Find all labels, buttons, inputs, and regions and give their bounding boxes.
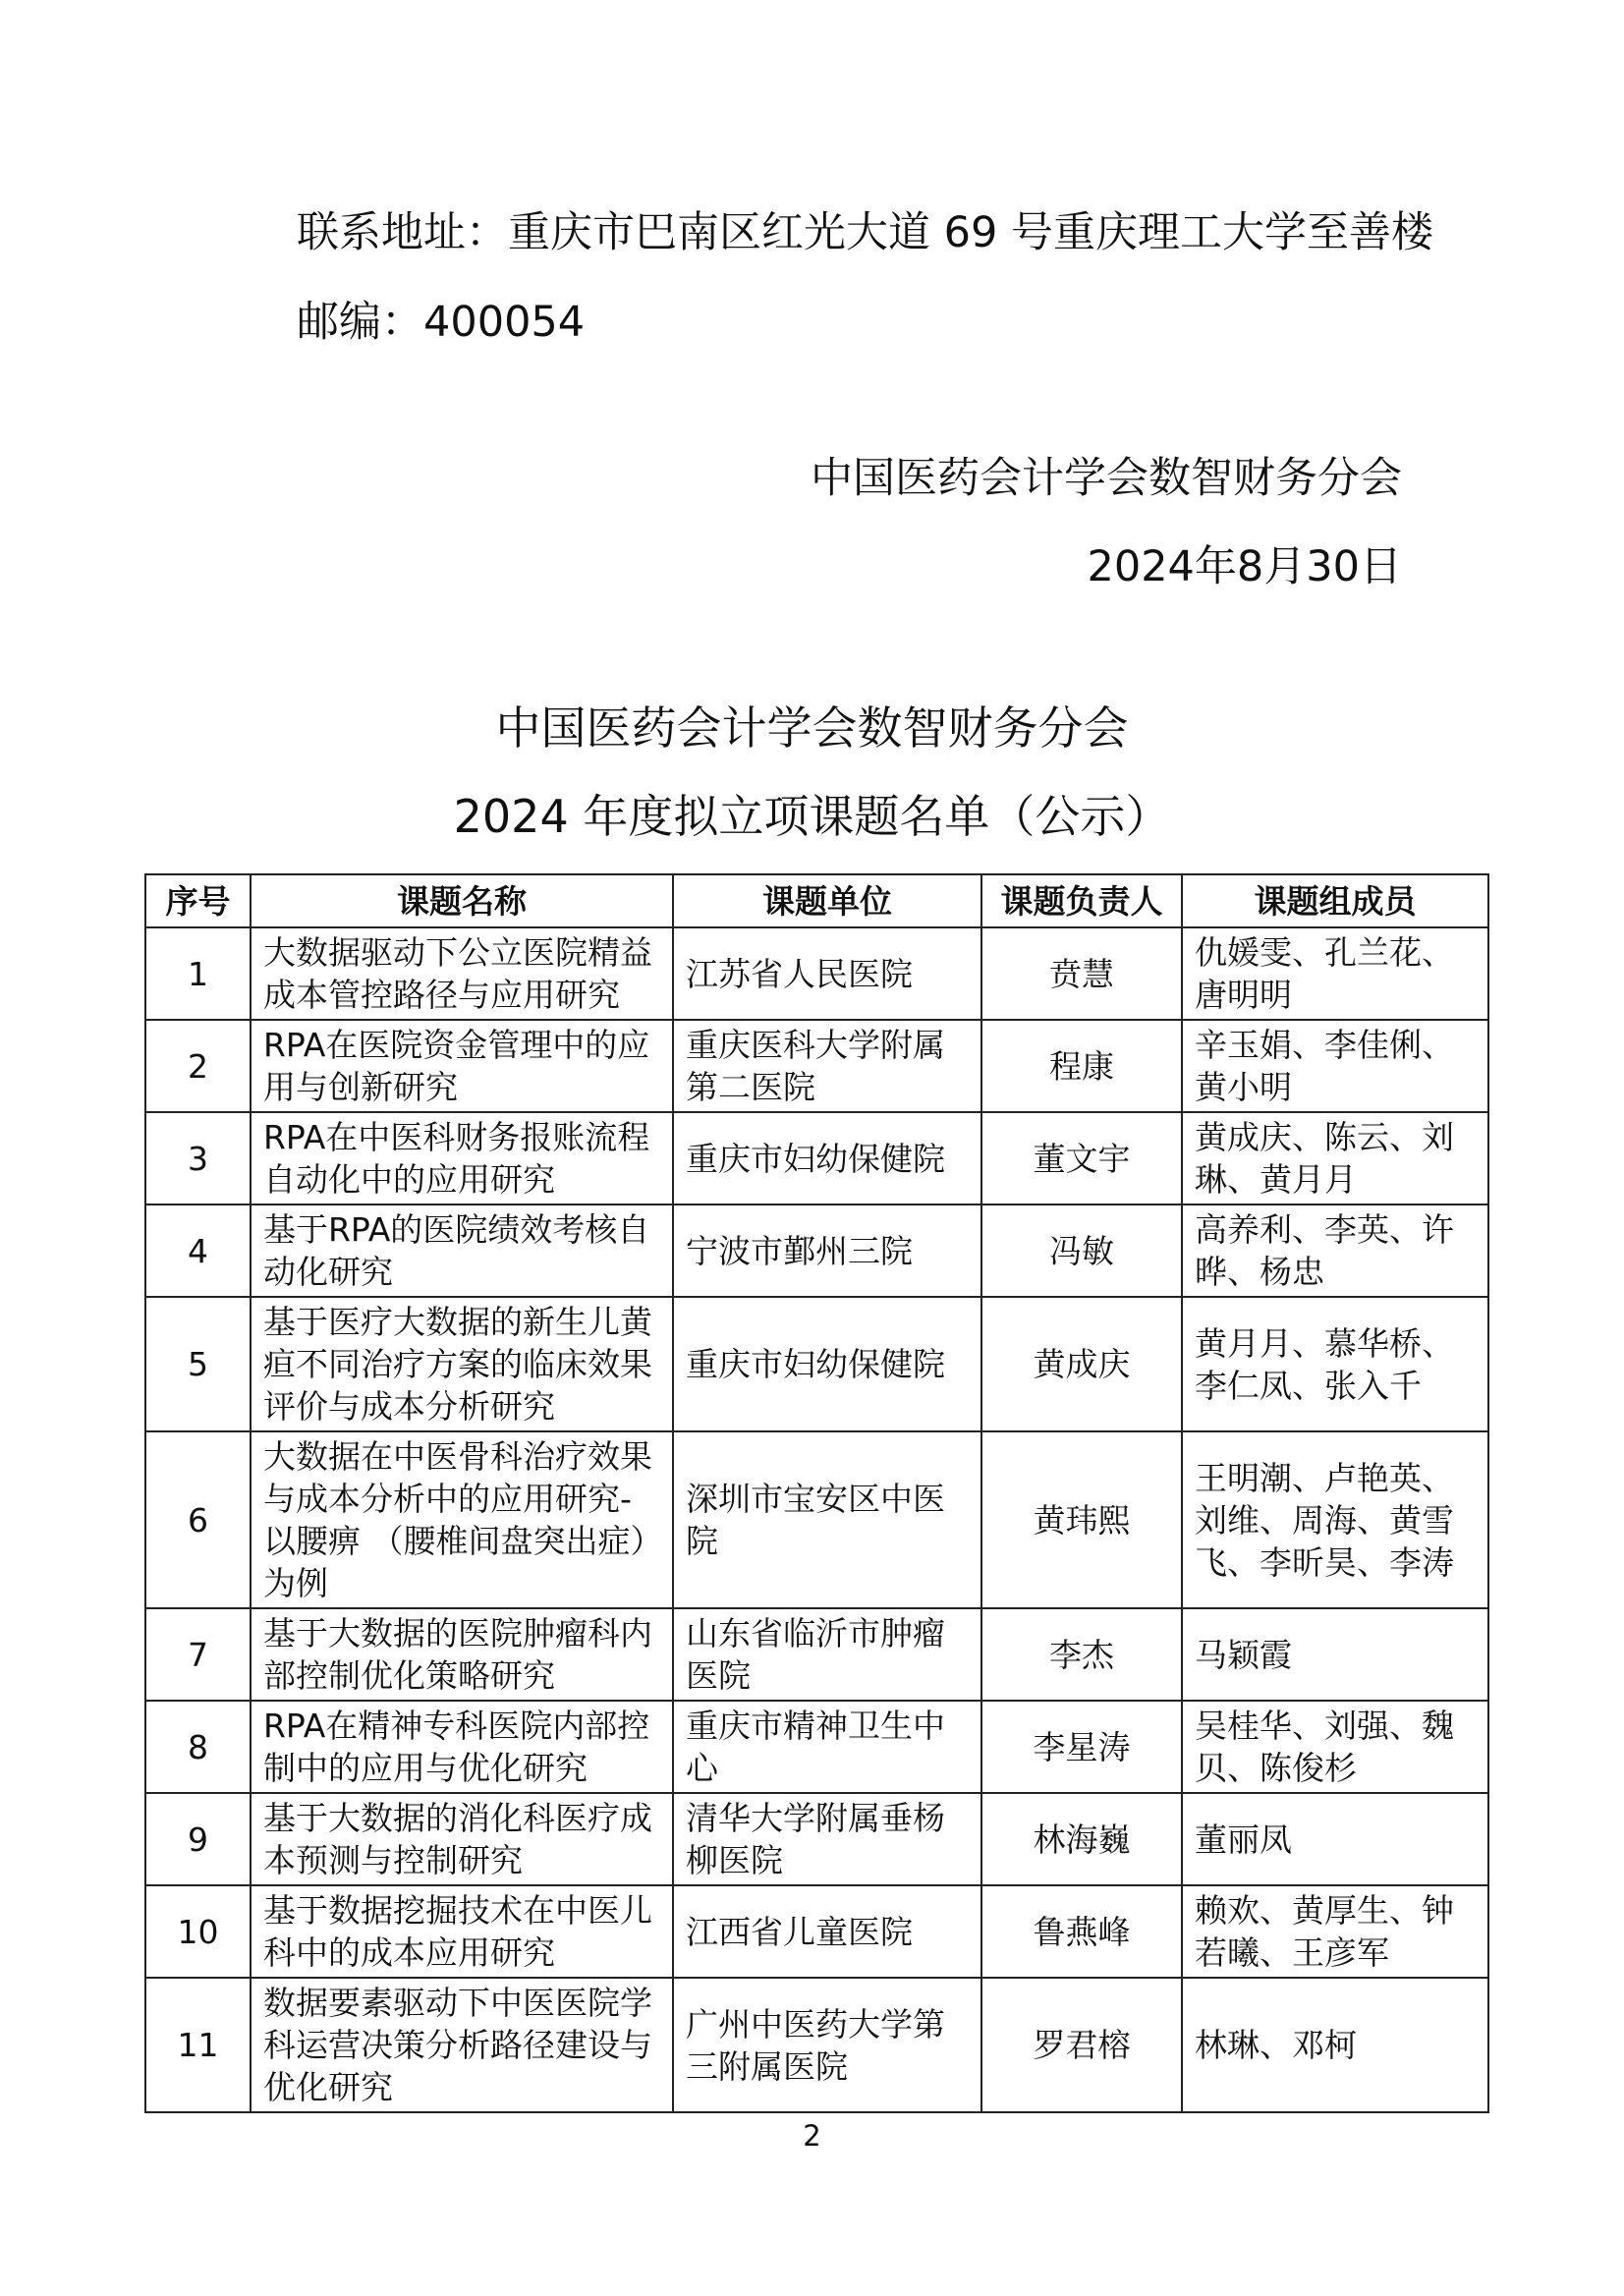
- list-title-year: 2024 年度拟立项课题名单（公示）: [453, 790, 1171, 843]
- table-row: [145, 1431, 1488, 1608]
- postal-code-line: [297, 298, 586, 347]
- row-no: 9: [145, 1793, 251, 1885]
- postal-label: 邮编：: [297, 298, 423, 347]
- row-no: 5: [145, 1297, 251, 1431]
- row-topic: 基于数据挖掘技术在中医儿科中的成本应用研究: [251, 1885, 673, 1978]
- row-members: 黄成庆、陈云、刘琳、黄月月: [1182, 1112, 1488, 1204]
- row-topic: 基于大数据的医院肿瘤科内部控制优化策略研究: [251, 1608, 673, 1701]
- table-row: [145, 1204, 1488, 1297]
- address-label: 联系地址：: [297, 208, 508, 257]
- row-unit: 深圳市宝安区中医院: [673, 1431, 981, 1608]
- table-header-row: [145, 874, 1488, 927]
- signature-organization: 中国医药会计学会数智财务分会: [811, 454, 1402, 503]
- row-unit: 清华大学附属垂杨柳医院: [673, 1793, 981, 1885]
- row-no: 7: [145, 1608, 251, 1701]
- postal-value: 400054: [423, 298, 586, 347]
- row-topic: 数据要素驱动下中医医院学科运营决策分析路径建设与优化研究: [251, 1978, 673, 2112]
- row-leader: 罗君榕: [981, 1978, 1182, 2112]
- row-topic: 大数据驱动下公立医院精益成本管控路径与应用研究: [251, 927, 673, 1020]
- table-row: [145, 1978, 1488, 2112]
- list-title-organization: 中国医药会计学会数智财务分会: [495, 701, 1129, 755]
- row-members: 吴桂华、刘强、魏贝、陈俊杉: [1182, 1701, 1488, 1793]
- row-unit: 重庆医科大学附属第二医院: [673, 1020, 981, 1112]
- row-members: 马颖霞: [1182, 1608, 1488, 1701]
- header-unit: 课题单位: [673, 874, 981, 927]
- row-no: 8: [145, 1701, 251, 1793]
- row-unit: 重庆市妇幼保健院: [673, 1112, 981, 1204]
- row-unit: 江西省儿童医院: [673, 1885, 981, 1978]
- header-no: 序号: [145, 874, 251, 927]
- address-value: 重庆市巴南区红光大道 69 号重庆理工大学至善楼: [508, 208, 1434, 257]
- row-leader: 黄成庆: [981, 1297, 1182, 1431]
- row-no: 2: [145, 1020, 251, 1112]
- table-row: [145, 1793, 1488, 1885]
- contact-address-line: [297, 208, 1434, 257]
- row-members: 林琳、邓柯: [1182, 1978, 1488, 2112]
- row-unit: 重庆市精神卫生中心: [673, 1701, 981, 1793]
- header-topic: 课题名称: [251, 874, 673, 927]
- row-no: 10: [145, 1885, 251, 1978]
- row-topic: RPA在医院资金管理中的应用与创新研究: [251, 1020, 673, 1112]
- row-members: 黄月月、慕华桥、李仁凤、张入千: [1182, 1297, 1488, 1431]
- row-leader: 贲慧: [981, 927, 1182, 1020]
- table-row: [145, 1112, 1488, 1204]
- header-leader: 课题负责人: [981, 874, 1182, 927]
- row-unit: 宁波市鄞州三院: [673, 1204, 981, 1297]
- row-unit: 江苏省人民医院: [673, 927, 981, 1020]
- table-row: [145, 1885, 1488, 1978]
- row-leader: 董文宇: [981, 1112, 1182, 1204]
- row-topic: 基于大数据的消化科医疗成本预测与控制研究: [251, 1793, 673, 1885]
- row-members: 王明潮、卢艳英、刘维、周海、黄雪飞、李昕昊、李涛: [1182, 1431, 1488, 1608]
- table-row: [145, 1608, 1488, 1701]
- signature-date: 2024年8月30日: [1087, 542, 1402, 591]
- table-row: [145, 1701, 1488, 1793]
- row-topic: RPA在精神专科医院内部控制中的应用与优化研究: [251, 1701, 673, 1793]
- row-no: 3: [145, 1112, 251, 1204]
- table-row: [145, 1020, 1488, 1112]
- row-leader: 林海巍: [981, 1793, 1182, 1885]
- row-leader: 李杰: [981, 1608, 1182, 1701]
- row-no: 6: [145, 1431, 251, 1608]
- row-leader: 黄玮熙: [981, 1431, 1182, 1608]
- row-unit: 广州中医药大学第三附属医院: [673, 1978, 981, 2112]
- row-unit: 山东省临沂市肿瘤医院: [673, 1608, 981, 1701]
- row-leader: 鲁燕峰: [981, 1885, 1182, 1978]
- row-topic: 基于医疗大数据的新生儿黄疸不同治疗方案的临床效果评价与成本分析研究: [251, 1297, 673, 1431]
- row-members: 董丽凤: [1182, 1793, 1488, 1885]
- row-no: 4: [145, 1204, 251, 1297]
- row-unit: 重庆市妇幼保健院: [673, 1297, 981, 1431]
- table-row: [145, 927, 1488, 1020]
- row-members: 高养利、李英、许晔、杨忠: [1182, 1204, 1488, 1297]
- row-no: 1: [145, 927, 251, 1020]
- row-no: 11: [145, 1978, 251, 2112]
- row-members: 辛玉娟、李佳俐、黄小明: [1182, 1020, 1488, 1112]
- row-topic: RPA在中医科财务报账流程自动化中的应用研究: [251, 1112, 673, 1204]
- row-members: 仇媛雯、孔兰花、唐明明: [1182, 927, 1488, 1020]
- page-number: 2: [803, 2119, 821, 2153]
- row-members: 赖欢、黄厚生、钟若曦、王彦军: [1182, 1885, 1488, 1978]
- row-leader: 程康: [981, 1020, 1182, 1112]
- header-members: 课题组成员: [1182, 874, 1488, 927]
- row-leader: 李星涛: [981, 1701, 1182, 1793]
- row-leader: 冯敏: [981, 1204, 1182, 1297]
- project-list-table: [144, 873, 1489, 2113]
- row-topic: 大数据在中医骨科治疗效果与成本分析中的应用研究-以腰痹 （腰椎间盘突出症）为例: [251, 1431, 673, 1608]
- row-topic: 基于RPA的医院绩效考核自动化研究: [251, 1204, 673, 1297]
- table-row: [145, 1297, 1488, 1431]
